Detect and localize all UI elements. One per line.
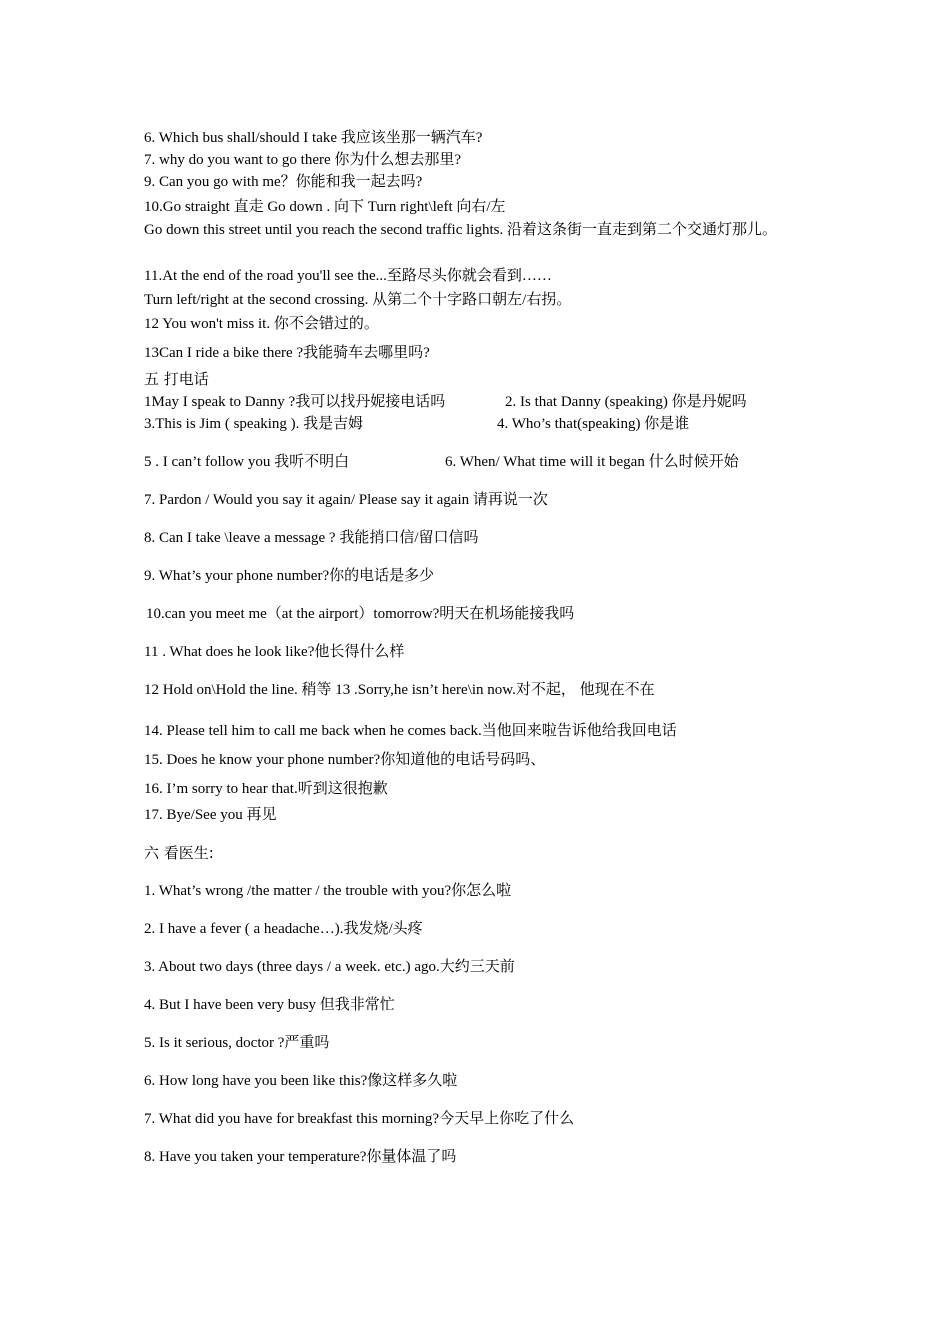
- phone-item: 17. Bye/See you 再见: [144, 807, 277, 823]
- phone-item: 15. Does he know your phone number?你知道他的电话号码吗、: [144, 752, 546, 768]
- phone-item: 3.This is Jim ( speaking ). 我是吉姆: [144, 416, 364, 432]
- phone-item: 7. Pardon / Would you say it again/ Please say it again 请再说一次: [144, 492, 548, 508]
- phone-item: 12 Hold on\Hold the line. 稍等 13 .Sorry,he isn’t here\in now.对不起， 他现在不在: [144, 682, 655, 698]
- doctor-item: 8. Have you taken your temperature?你量体温了吗: [144, 1149, 457, 1165]
- direction-line: Turn left/right at the second crossing. 从第二个十字路口朝左/右拐。: [144, 292, 572, 308]
- direction-line: 6. Which bus shall/should I take 我应该坐那一辆汽车?: [144, 130, 483, 146]
- doctor-item: 2. I have a fever ( a headache…).我发烧/头疼: [144, 921, 423, 937]
- phone-item: 4. Who’s that(speaking) 你是谁: [497, 416, 690, 432]
- phone-item: 10.can you meet me（at the airport）tomorrow?明天在机场能接我吗: [146, 606, 575, 622]
- doctor-item: 7. What did you have for breakfast this morning?今天早上你吃了什么: [144, 1111, 575, 1127]
- direction-line: 10.Go straight 直走 Go down . 向下 Turn right\left 向右/左: [144, 199, 506, 215]
- phone-item: 8. Can I take \leave a message ? 我能捎口信/留口信吗: [144, 530, 479, 546]
- doctor-item: 5. Is it serious, doctor ?严重吗: [144, 1035, 330, 1051]
- phone-item: 16. I’m sorry to hear that.听到这很抱歉: [144, 781, 388, 797]
- direction-line: Go down this street until you reach the second traffic lights. 沿着这条街一直走到第二个交通灯那儿。: [144, 222, 777, 238]
- direction-line: 9. Can you go with me？你能和我一起去吗?: [144, 174, 423, 190]
- phone-item: 9. What’s your phone number?你的电话是多少: [144, 568, 435, 584]
- doctor-item: 4. But I have been very busy 但我非常忙: [144, 997, 395, 1013]
- direction-line: 12 You won't miss it. 你不会错过的。: [144, 316, 379, 332]
- phone-item: 2. Is that Danny (speaking) 你是丹妮吗: [505, 394, 747, 410]
- phone-item: 1May I speak to Danny ?我可以找丹妮接电话吗: [144, 394, 446, 410]
- section-heading-doctor: 六 看医生:: [144, 844, 214, 862]
- phone-item: 14. Please tell him to call me back when he comes back.当他回来啦告诉他给我回电话: [144, 723, 677, 739]
- phone-item: 5 . I can’t follow you 我听不明白: [144, 454, 350, 470]
- direction-line: 7. why do you want to go there 你为什么想去那里?: [144, 152, 462, 168]
- phone-item: 6. When/ What time will it began 什么时候开始: [445, 454, 739, 470]
- doctor-item: 6. How long have you been like this?像这样多久啦: [144, 1073, 458, 1089]
- direction-line: 11.At the end of the road you'll see the...至路尽头你就会看到……: [144, 268, 552, 284]
- direction-line: 13Can I ride a bike there ?我能骑车去哪里吗?: [144, 345, 430, 361]
- section-heading-phone: 五 打电话: [144, 370, 209, 388]
- doctor-item: 3. About two days (three days / a week. etc.) ago.大约三天前: [144, 959, 515, 975]
- doctor-item: 1. What’s wrong /the matter / the trouble with you?你怎么啦: [144, 883, 512, 899]
- phone-item: 11 . What does he look like?他长得什么样: [144, 644, 405, 660]
